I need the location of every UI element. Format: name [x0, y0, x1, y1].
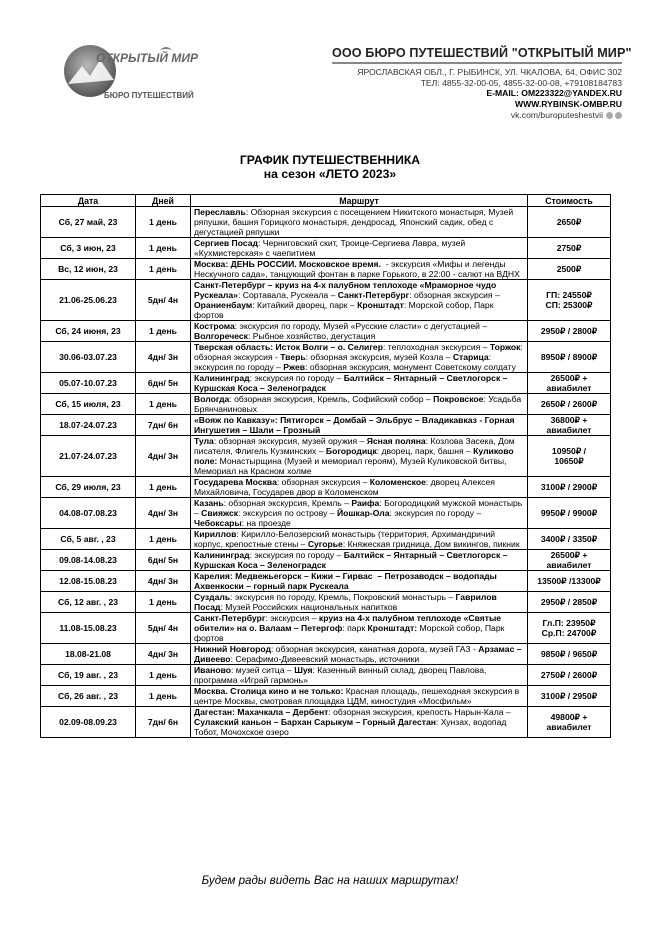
tour-date: Сб, 26 авг. , 23 — [41, 686, 136, 707]
tour-date: 04.08-07.08.23 — [41, 498, 136, 529]
social-icons — [606, 112, 622, 119]
tour-price: 2950₽ / 2800₽ — [528, 321, 611, 342]
tour-date: Сб, 24 июня, 23 — [41, 321, 136, 342]
company-logo — [60, 40, 210, 106]
tour-date: 12.08-15.08.23 — [41, 571, 136, 592]
tour-route: Вологда: обзорная экскурсия, Кремль, Софийский собор – Покровское: Усадьба Брянчаниновых — [191, 394, 528, 415]
header-price: Стоимость — [528, 195, 611, 207]
vk-url[interactable]: vk.com/buroputeshestvii — [510, 110, 603, 121]
tour-duration: 4дн/ 3н — [136, 644, 191, 665]
tour-price: 36800₽ + авиабилет — [528, 415, 611, 436]
company-name: ООО БЮРО ПУТЕШЕСТВИЙ "ОТКРЫТЫЙ МИР" — [332, 46, 632, 60]
page-title: ГРАФИК ПУТЕШЕСТВЕННИКА — [239, 153, 421, 167]
table-row — [41, 394, 611, 415]
tour-duration: 7дн/ 6н — [136, 707, 191, 738]
tour-route: Сергиев Посад: Черниговский скит, Троице-Сергиева Лавра, музей «Кухмистерская» с чаепитием — [191, 238, 528, 259]
table-row — [41, 550, 611, 571]
tour-price: 8950₽ / 8900₽ — [528, 342, 611, 373]
tour-price: 3400₽ / 3350₽ — [528, 529, 611, 550]
tour-route: Калининград: экскурсия по городу – Балтийск – Янтарный – Светлогорск – Куршская Коса – Зеленоградск — [191, 550, 528, 571]
tour-date: Сб, 3 июн, 23 — [41, 238, 136, 259]
tour-duration: 7дн/ 6н — [136, 415, 191, 436]
tour-price: Гл.П: 23950₽ Ср.П: 24700₽ — [528, 613, 611, 644]
table-row — [41, 373, 611, 394]
tour-route: Нижний Новгород: обзорная экскурсия, канатная дорога, музей ГАЗ - Арзамас – Дивеево: Серафимо-Дивеевский монастырь, источники — [191, 644, 528, 665]
table-row — [41, 686, 611, 707]
tour-price: 26500₽ + авиабилет — [528, 550, 611, 571]
tour-route: Государева Москва: обзорная экскурсия – Коломенское: дворец Алексея Михайловича, Государев двор в Коломенском — [191, 477, 528, 498]
table-row — [41, 592, 611, 613]
tour-duration: 6дн/ 5н — [136, 373, 191, 394]
tour-duration: 5дн/ 4н — [136, 613, 191, 644]
table-row — [41, 321, 611, 342]
tour-route: «Вояж по Кавказу»: Пятигорск – Домбай – Эльбрус – Владикавказ - Горная Ингушетия – Шали – Грозный — [191, 415, 528, 436]
tour-price: 2500₽ — [528, 259, 611, 280]
table-row — [41, 707, 611, 738]
tour-price: 2650₽ / 2600₽ — [528, 394, 611, 415]
tour-date: 02.09-08.09.23 — [41, 707, 136, 738]
tour-route: Иваново: музей ситца – Шуя: Казенный винный склад, дворец Павлова, программа «Играй гармонь» — [191, 665, 528, 686]
table-row — [41, 207, 611, 238]
tour-duration: 1 день — [136, 238, 191, 259]
table-row — [41, 342, 611, 373]
svg-text:ОТКРЫТЫЙ МИР: ОТКРЫТЫЙ МИР — [96, 51, 198, 65]
svg-text:БЮРО ПУТЕШЕСТВИЙ: БЮРО ПУТЕШЕСТВИЙ — [104, 91, 194, 100]
tour-duration: 1 день — [136, 665, 191, 686]
tour-date: Сб, 12 авг. , 23 — [41, 592, 136, 613]
footer-slogan: Будем рады видеть Вас на наших маршрутах! — [201, 874, 459, 887]
tour-route: Казань: обзорная экскурсия, Кремль – Раифа: Богородицкий мужской монастырь – Свияжск: экскурсия по острову – Йошкар-Ола: экскурсия по городу – Чебоксары: на проезде — [191, 498, 528, 529]
tour-route: Москва. Столица кино и не только: Красная площадь, пешеходная экскурсия в центре Москвы, смотровая площадка ЦДМ, киностудия «Мосфильм» — [191, 686, 528, 707]
tour-date: 11.08-15.08.23 — [41, 613, 136, 644]
tour-duration: 4дн/ 3н — [136, 342, 191, 373]
tour-price: ГП: 24550₽ СП: 25300₽ — [528, 280, 611, 321]
tour-route: Карелия: Медвежьегорск – Кижи – Гирвас – Петрозаводск – водопады Ахвенкоски – горный парк Рускеала — [191, 571, 528, 592]
tour-duration: 1 день — [136, 592, 191, 613]
tour-date: 21.06-25.06.23 — [41, 280, 136, 321]
company-address: ЯРОСЛАВСКАЯ ОБЛ., Г. РЫБИНСК, УЛ. ЧКАЛОВА, 64, ОФИС 302 — [357, 67, 622, 77]
tour-duration: 4дн/ 3н — [136, 571, 191, 592]
tour-date: Сб, 5 авг. , 23 — [41, 529, 136, 550]
header-route: Маршрут — [191, 195, 528, 207]
tour-route: Москва: ДЕНЬ РОССИИ. Московское время. - экскурсия «Мифы и легенды Нескучного сада», танцующий фонтан в парке Горького, в 22:00 - салют на ВДНХ — [191, 259, 528, 280]
header-divider — [332, 62, 622, 64]
tour-date: Сб, 27 май, 23 — [41, 207, 136, 238]
company-email: E-MAIL: OM223322@YANDEX.RU — [486, 88, 622, 99]
tour-price: 10950₽ / 10650₽ — [528, 436, 611, 477]
header-date: Дата — [41, 195, 136, 207]
tour-duration: 1 день — [136, 207, 191, 238]
tour-duration: 1 день — [136, 259, 191, 280]
header-days: Дней — [136, 195, 191, 207]
tour-price: 9950₽ / 9900₽ — [528, 498, 611, 529]
tour-date: 09.08-14.08.23 — [41, 550, 136, 571]
tour-duration: 1 день — [136, 529, 191, 550]
tour-duration: 1 день — [136, 686, 191, 707]
company-website[interactable]: WWW.RYBINSK-OMBP.RU — [515, 98, 622, 109]
tour-date: 30.06-03.07.23 — [41, 342, 136, 373]
tour-duration: 1 день — [136, 477, 191, 498]
tour-price: 26500₽ + авиабилет — [528, 373, 611, 394]
tour-route: Санкт-Петербург – круиз на 4-х палубном теплоходе «Мраморное чудо Рускеала»: Сортавала, Рускеала – Санкт-Петербург: обзорная экскурсия – Ораниенбаум: Китайкий дворец, парк – Кронштадт: Морской собор, Парк фортов — [191, 280, 528, 321]
table-row — [41, 477, 611, 498]
tour-date: 05.07-10.07.23 — [41, 373, 136, 394]
table-row — [41, 498, 611, 529]
table-row — [41, 665, 611, 686]
company-info — [332, 46, 632, 121]
tour-date: Сб, 29 июля, 23 — [41, 477, 136, 498]
tour-route: Калининград: экскурсия по городу – Балтийск – Янтарный – Светлогорск – Куршская Коса – Зеленоградск — [191, 373, 528, 394]
tour-duration: 1 день — [136, 394, 191, 415]
table-row — [41, 436, 611, 477]
table-row — [41, 613, 611, 644]
table-row — [41, 529, 611, 550]
table-row — [41, 644, 611, 665]
table-row — [41, 571, 611, 592]
table-header-row — [41, 195, 611, 207]
tour-route: Тверская область: Исток Волги – о. Селигер: теплоходная экскурсия – Торжок: обзорная экскурсия - Тверь: обзорная экскурсия, музей Козла – Старица: экскурсия по городу – Ржев: обзорная экскурсия, монумент Советскому солдату — [191, 342, 528, 373]
table-row — [41, 415, 611, 436]
tour-price: 2650₽ — [528, 207, 611, 238]
tour-duration: 4дн/ 3н — [136, 498, 191, 529]
tour-price: 2750₽ / 2600₽ — [528, 665, 611, 686]
social-icon — [606, 112, 613, 119]
tour-price: 2750₽ — [528, 238, 611, 259]
tour-route: Тула: обзорная экскурсия, музей оружия – Ясная поляна: Козлова Засека, Дом писателя, Флигель Кузминских – Богородицк: дворец, парк, башня – Куликово поле: Монастырщина (Музей и мемориал героям), Музей Куликовской битвы, Мемориал на Красном холме — [191, 436, 528, 477]
schedule-table — [40, 194, 611, 738]
table-row — [41, 280, 611, 321]
social-icon — [615, 112, 622, 119]
tour-date: 18.08-21.08 — [41, 644, 136, 665]
table-row — [41, 238, 611, 259]
tour-price: 13500₽ /13300₽ — [528, 571, 611, 592]
tour-route: Суздаль: экскурсия по городу, Кремль, Покровский монастырь – Гаврилов Посад: Музей Российских национальных напитков — [191, 592, 528, 613]
tour-price: 49800₽ + авиабилет — [528, 707, 611, 738]
tour-date: Сб, 19 авг. , 23 — [41, 665, 136, 686]
tour-date: 18.07-24.07.23 — [41, 415, 136, 436]
tour-duration: 1 день — [136, 321, 191, 342]
tour-duration: 5дн/ 4н — [136, 280, 191, 321]
tour-price: 9850₽ / 9650₽ — [528, 644, 611, 665]
tour-price: 2950₽ / 2850₽ — [528, 592, 611, 613]
tour-date: 21.07-24.07.23 — [41, 436, 136, 477]
tour-route: Кириллов: Кирилло-Белозерский монастырь (территория, Архимандричий корпус, крепостные стены – Сугорье: Княжеская гридница, Дом викингов, пикник — [191, 529, 528, 550]
schedule-body — [41, 207, 611, 738]
tour-route: Дагестан: Махачкала – Дербент: обзорная экскурсия, крепость Нарын-Кала – Сулакский каньон – Бархан Сарыкум – Горный Дагестан: Хунзах, водопад Тобот, Мочохское озеро — [191, 707, 528, 738]
tour-price: 3100₽ / 2900₽ — [528, 477, 611, 498]
tour-route: Санкт-Петербург: экскурсия – круиз на 4-х палубном теплоходе «Святые обители» на о. Валаам – Петергоф: парк Кронштадт: Морской собор, Парк фортов — [191, 613, 528, 644]
tour-date: Вс, 12 июн, 23 — [41, 259, 136, 280]
tour-route: Кострома: экскурсия по городу, Музей «Русские сласти» с дегустацией – Волгореческ: Рыбное хозяйство, дегустация — [191, 321, 528, 342]
table-row — [41, 259, 611, 280]
tour-duration: 4дн/ 3н — [136, 436, 191, 477]
tour-route: Переславль: Обзорная экскурсия с посещением Никитского монастыря, Музей ряпушки, башня Горицкого монастыря, дендросад, Японский садик, обед с дегустацией ряпушки — [191, 207, 528, 238]
vk-link[interactable] — [332, 110, 622, 120]
tour-price: 3100₽ / 2950₽ — [528, 686, 611, 707]
tour-date: Сб, 15 июля, 23 — [41, 394, 136, 415]
tour-duration: 6дн/ 5н — [136, 550, 191, 571]
page-subtitle: на сезон «ЛЕТО 2023» — [263, 167, 397, 181]
company-phone: ТЕЛ: 4855-32-00-05, 4855-32-00-08, +79108184783 — [420, 77, 622, 88]
